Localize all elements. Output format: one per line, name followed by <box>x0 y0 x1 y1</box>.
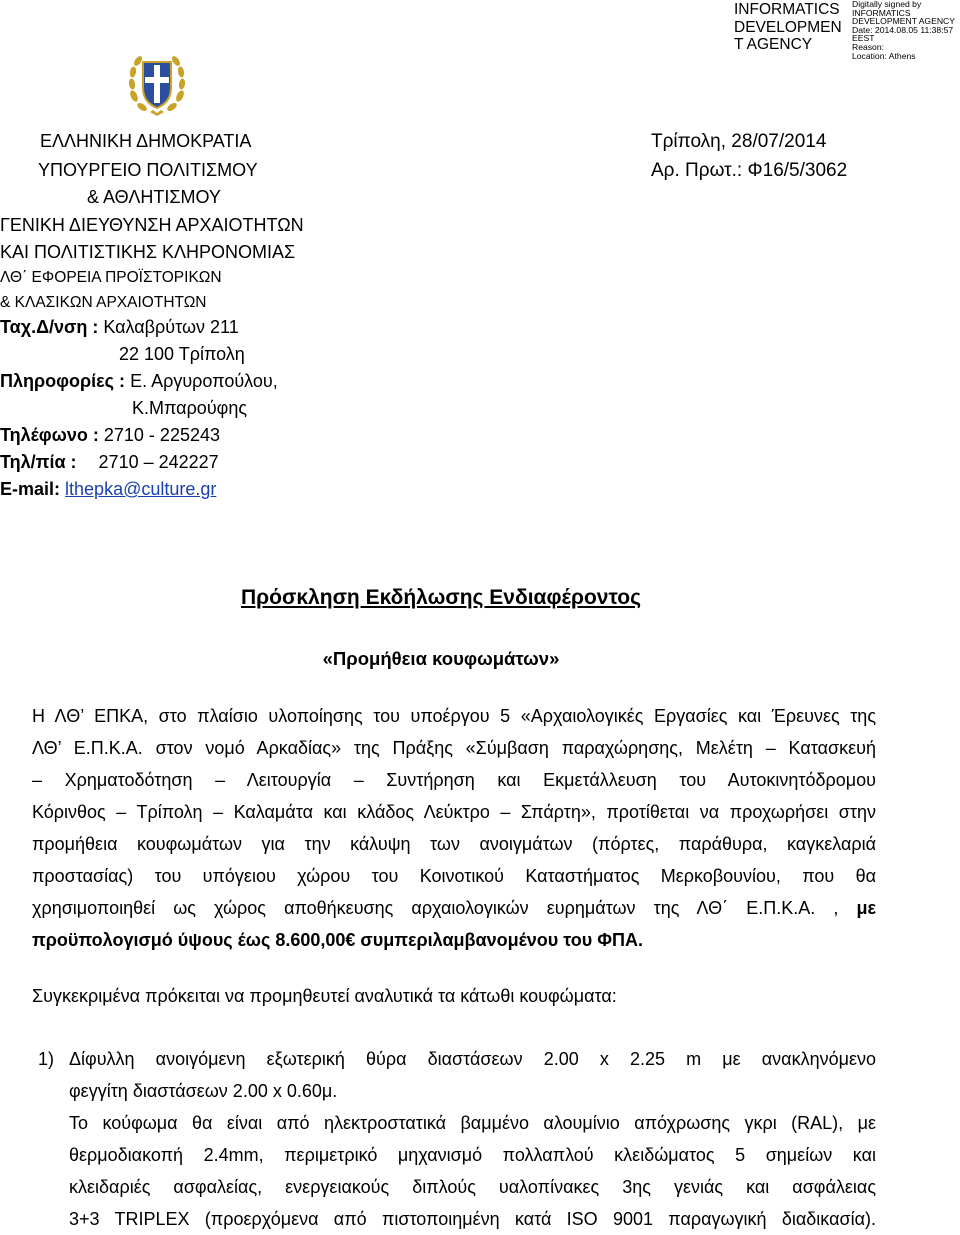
budget-line: προϋπολογισμό ύψους έως 8.600,00€ συμπεριλαμβανομένου του ΦΠΑ. <box>32 930 644 950</box>
signature-detail-line: Digitally signed by <box>852 0 922 9</box>
paragraph-line: Η ΛΘ’ ΕΠΚΑ, στο πλαίσιο υλοποίησης του υποέργου 5 «Αρχαιολογικές Εργασίες και Έρευνες της <box>32 706 876 726</box>
protocol-number: Αρ. Πρωτ.: Φ16/5/3062 <box>651 160 848 181</box>
page-title: Πρόσκληση Εκδήλωσης Ενδιαφέροντος <box>241 586 641 609</box>
email-link[interactable]: lthepka@culture.gr <box>65 479 217 499</box>
list-item <box>69 1043 876 1235</box>
signature-detail-line: Location: Athens <box>852 50 916 61</box>
list-item-line: Δίφυλλη ανοιγόμενη εξωτερική θύρα διαστάσεων 2.00 x 2.25 m με ανακληνόμενο <box>69 1049 876 1069</box>
paragraph-bold-tail: με <box>856 898 876 918</box>
page-subtitle: «Προμήθεια κουφωμάτων» <box>322 648 560 669</box>
phone-label: Τηλέφωνο : <box>0 425 99 445</box>
paragraph-line: – Χρηματοδότηση – Λειτουργία – Συντήρηση και Εκμετάλλευση του Αυτοκινητόδρομου <box>32 770 876 790</box>
signature-detail-line: Reason: <box>852 41 885 52</box>
signature-detail-line: EEST <box>852 33 875 44</box>
postal-code: 22 100 Τρίπολη <box>119 344 245 364</box>
signature-org-line: DEVELOPMEN <box>734 18 842 36</box>
header-ministry-2: & ΑΘΛΗΤΙΣΜΟΥ <box>87 187 221 207</box>
header-ephorate-2: & ΚΛΑΣΙΚΩΝ ΑΡΧΑΙΟΤΗΤΩΝ <box>0 294 207 311</box>
header-directorate-2: ΚΑΙ ΠΟΛΙΤΙΣΤΙΚΗΣ ΚΛΗΡΟΝΟΜΙΑΣ <box>0 242 296 262</box>
phone-value: 2710 - 225243 <box>103 425 220 445</box>
email-row <box>0 479 216 500</box>
header-ephorate: ΛΘ΄ ΕΦΟΡΕΙΑ ΠΡΟΪΣΤΟΡΙΚΩΝ <box>0 269 222 286</box>
place-date: Τρίπολη, 28/07/2014 <box>651 131 827 152</box>
email-label: E-mail: <box>0 479 61 499</box>
intro-paragraph <box>32 700 876 956</box>
signature-org-line: INFORMATICS <box>734 1 840 18</box>
list-item-line: θερμοδιακοπή 2.4mm, περιμετρικό μηχανισμό πολλαπλού κλειδώματος 5 σημείων και <box>69 1145 876 1165</box>
fax-value: 2710 – 242227 <box>98 452 219 472</box>
signature-detail-line: DEVELOPMENT AGENCY <box>852 16 955 27</box>
list-item-number: 1) <box>38 1049 55 1069</box>
paragraph-line-with-bold <box>32 892 876 924</box>
fax-row <box>0 452 219 473</box>
list-item-line: φεγγίτη διαστάσεων 2.00 x 0.60μ. <box>69 1081 338 1101</box>
list-item-line: 3+3 TRIPLEX (προερχόμενα από πιστοποιημένη κατά ISO 9001 παραγωγική διαδικασία). <box>69 1209 876 1229</box>
paragraph-line: προμήθεια κουφωμάτων για την κάλυψη των ανοιγμάτων (πόρτες, παράθυρα, καγκελαριά <box>32 834 876 854</box>
list-intro: Συγκεκριμένα πρόκειται να προμηθευτεί αναλυτικά τα κάτωθι κουφώματα: <box>32 986 617 1006</box>
header-republic: ΕΛΛΗΝΙΚΗ ΔΗΜΟΚΡΑΤΙΑ <box>40 131 252 151</box>
greek-coat-of-arms-icon <box>128 52 186 118</box>
paragraph-line: ΛΘ’ Ε.Π.Κ.Α. στον νομό Αρκαδίας» της Πράξης «Σύμβαση παραχώρησης, Μελέτη – Κατασκευή <box>32 738 876 758</box>
signature-organization <box>734 1 842 54</box>
signature-detail-line: Date: 2014.08.05 11:38:57 <box>852 24 954 35</box>
paragraph-line: Κόρινθος – Τρίπολη – Καλαμάτα και κλάδος Λεύκτρο – Σπάρτη», προτίθεται να προχωρήσει στην <box>32 802 876 822</box>
list-item-line: Το κούφωμα θα είναι από ηλεκτροστατικά βαμμένο αλουμίνιο απόχρωσης γκρι (RAL), με <box>69 1113 876 1133</box>
list-item-line: κλειδαριές ασφαλείας, ενεργειακούς διπλούς υαλοπίνακες 3ης γενιάς και ασφάλειας <box>69 1177 876 1197</box>
signature-details <box>852 0 955 60</box>
info-row <box>0 371 278 392</box>
paragraph-line: προστασίας) του υπόγειου χώρου του Κοινοτικού Καταστήματος Μερκοβουνίου, που θα <box>32 866 876 886</box>
paragraph-line: χρησιμοποιηθεί ως χώρος αποθήκευσης αρχαιολογικών ευρημάτων της ΛΘ΄ Ε.Π.Κ.Α. , <box>32 898 839 918</box>
phone-row <box>0 425 220 446</box>
address-label: Ταχ.Δ/νση : <box>0 317 99 337</box>
fax-label: Τηλ/πία : <box>0 452 77 472</box>
header-directorate: ΓΕΝΙΚΗ ΔΙΕΥΘΥΝΣΗ ΑΡΧΑΙΟΤΗΤΩΝ <box>0 215 304 235</box>
signature-org-line: T AGENCY <box>734 36 813 53</box>
signature-detail-line: INFORMATICS <box>852 7 911 18</box>
address-row <box>0 317 239 338</box>
header-ministry: ΥΠΟΥΡΓΕΙΟ ΠΟΛΙΤΙΣΜΟΥ <box>38 160 258 180</box>
info-value: Ε. Αργυροπούλου, <box>130 371 278 391</box>
address-value: Καλαβρύτων 211 <box>103 317 239 337</box>
info-label: Πληροφορίες : <box>0 371 126 391</box>
info-value-2: Κ.Μπαρούφης <box>132 398 248 418</box>
